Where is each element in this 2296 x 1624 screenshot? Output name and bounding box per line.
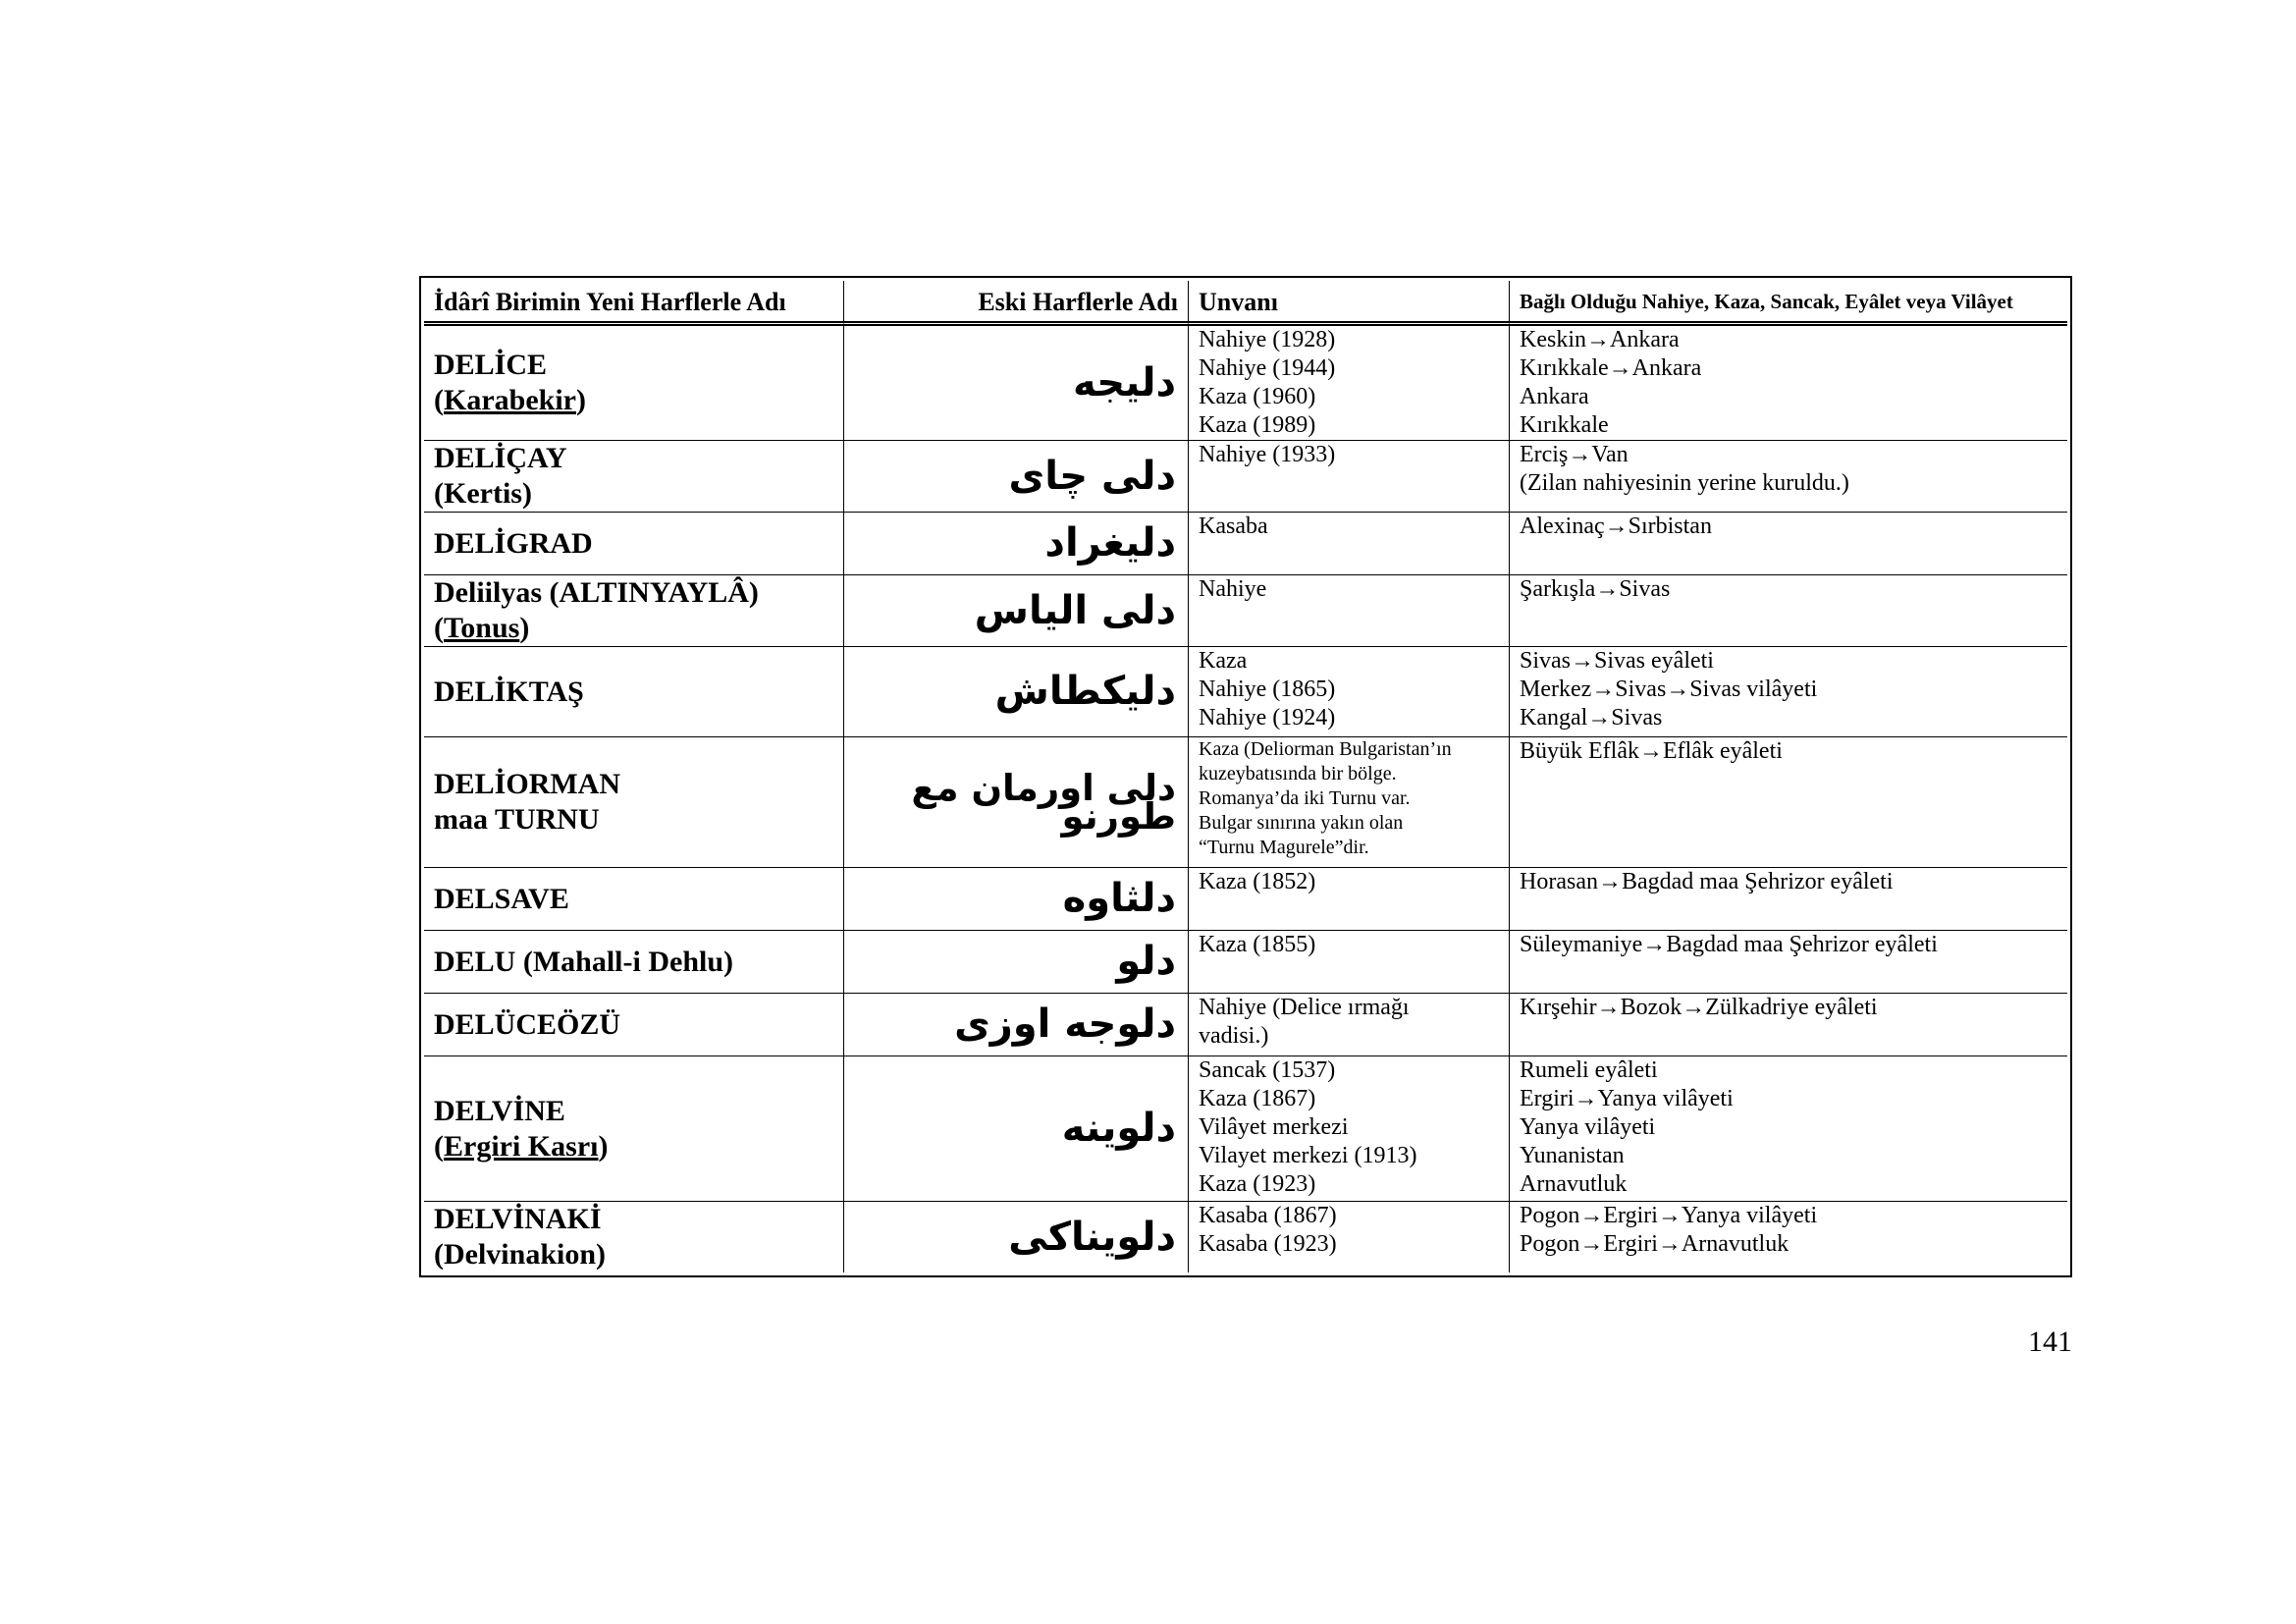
unit-name-cell (424, 737, 844, 868)
table-row (424, 1202, 2067, 1272)
admin-units-table-frame (419, 276, 2072, 1277)
affiliation-cell (1510, 513, 2067, 575)
page-number: 141 (2028, 1326, 2072, 1358)
cell-line: Kırıkkale→Ankara (1520, 355, 1702, 381)
cell-line: vadisi.) (1199, 1023, 1269, 1049)
title-cell (1189, 441, 1510, 513)
old-script-name: دليجه (1073, 359, 1176, 406)
old-script-cell (844, 1202, 1189, 1272)
cell-line: Rumeli eyâleti (1520, 1057, 1658, 1083)
cell-line: Ankara (1520, 384, 1589, 409)
unit-name-cell (424, 931, 844, 994)
old-script-cell (844, 647, 1189, 737)
unit-alt-name: (Karabekir) (434, 384, 586, 416)
cell-line: Kaza (1960) (1199, 384, 1316, 409)
cell-line: Kaza (1852) (1199, 869, 1316, 894)
cell-line: Bulgar sınırına yakın olan (1199, 812, 1404, 834)
table-row (424, 931, 2067, 994)
title-cell (1189, 647, 1510, 737)
cell-line: Kaza (1867) (1199, 1086, 1316, 1111)
cell-line: Şarkışla→Sivas (1520, 576, 1671, 602)
title-cell (1189, 1056, 1510, 1202)
old-script-cell (844, 575, 1189, 647)
unit-name: DELSAVE (434, 882, 569, 915)
unit-name: DELVİNAKİ (434, 1203, 602, 1235)
table-row (424, 868, 2067, 931)
cell-line: Kaza (1989) (1199, 412, 1316, 438)
unit-name-cell (424, 868, 844, 931)
cell-line: Kasaba (1867) (1199, 1203, 1337, 1228)
cell-line: Kaza (1923) (1199, 1171, 1316, 1197)
title-cell (1189, 1202, 1510, 1272)
title-cell (1189, 575, 1510, 647)
cell-line: Kaza (1199, 648, 1248, 674)
cell-line: Sivas→Sivas eyâleti (1520, 648, 1714, 674)
title-cell (1189, 737, 1510, 868)
cell-line: Nahiye (Delice ırmağı (1199, 995, 1410, 1020)
cell-line: Kaza (1855) (1199, 932, 1316, 957)
old-script-cell (844, 441, 1189, 513)
old-script-name: دليغراد (1044, 520, 1176, 566)
unit-name-cell (424, 1202, 844, 1272)
unit-name: DELVİNE (434, 1094, 565, 1127)
cell-line: Kırşehir→Bozok→Zülkadriye eyâleti (1520, 995, 1878, 1020)
unit-alt-name: maa TURNU (434, 803, 600, 836)
cell-line: kuzeybatısında bir bölge. (1199, 763, 1397, 785)
cell-line: Nahiye (1924) (1199, 705, 1336, 731)
cell-line: Nahiye (1928) (1199, 327, 1336, 352)
old-script-name: دلويناكى (1008, 1214, 1176, 1260)
unit-alt-name: (Kertis) (434, 477, 532, 510)
admin-units-table (424, 281, 2067, 1272)
cell-line: Kırıkkale (1520, 412, 1609, 438)
cell-line: Merkez→Sivas→Sivas vilâyeti (1520, 677, 1818, 702)
old-script-cell (844, 931, 1189, 994)
cell-line: Sancak (1537) (1199, 1057, 1336, 1083)
old-script-name: دلى اورمان مع طورنو (911, 767, 1176, 838)
cell-line: (Zilan nahiyesinin yerine kuruldu.) (1520, 470, 1849, 496)
title-cell (1189, 868, 1510, 931)
old-script-name: دلى چاى (1008, 453, 1176, 499)
cell-line: Horasan→Bagdad maa Şehrizor eyâleti (1520, 869, 1894, 894)
affiliation-cell (1510, 994, 2067, 1056)
cell-line: Kaza (Deliorman Bulgaristan’ın (1199, 738, 1452, 760)
table-row (424, 1056, 2067, 1202)
table-row (424, 513, 2067, 575)
unit-name: DELİKTAŞ (434, 675, 584, 708)
cell-line: Vilayet merkezi (1913) (1199, 1143, 1417, 1168)
affiliation-cell (1510, 737, 2067, 868)
old-script-cell (844, 1056, 1189, 1202)
cell-line: Erciş→Van (1520, 442, 1629, 467)
old-script-name: دليكطاش (994, 669, 1176, 714)
cell-line: Nahiye (1865) (1199, 677, 1336, 702)
affiliation-cell (1510, 441, 2067, 513)
old-script-name: دلوجه اوزى (954, 1001, 1176, 1047)
table-row (424, 994, 2067, 1056)
unit-name-cell (424, 575, 844, 647)
cell-line: Büyük Eflâk→Eflâk eyâleti (1520, 738, 1783, 764)
table-header-row (424, 281, 2067, 326)
table-row (424, 647, 2067, 737)
cell-line: Süleymaniye→Bagdad maa Şehrizor eyâleti (1520, 932, 1938, 957)
old-script-cell (844, 737, 1189, 868)
old-script-name: دلوينه (1061, 1106, 1176, 1151)
affiliation-cell (1510, 1202, 2067, 1272)
unit-name: DELU (Mahall-i Dehlu) (434, 945, 734, 978)
cell-line: Yanya vilâyeti (1520, 1114, 1656, 1140)
cell-line: Kasaba (1199, 514, 1268, 539)
title-cell (1189, 513, 1510, 575)
unit-name-cell (424, 513, 844, 575)
old-script-name: دلو (1116, 939, 1176, 984)
title-cell (1189, 326, 1510, 441)
title-cell (1189, 931, 1510, 994)
old-script-name: دلى الياس (974, 587, 1176, 633)
unit-alt-name: (Tonus) (434, 612, 530, 644)
title-cell (1189, 994, 1510, 1056)
cell-line: Nahiye (1933) (1199, 442, 1336, 467)
cell-line: Vilâyet merkezi (1199, 1114, 1349, 1140)
unit-name-cell (424, 1056, 844, 1202)
unit-name: DELİORMAN (434, 768, 621, 800)
header-new-letters: İdârî Birimin Yeni Harflerle Adı (424, 281, 844, 326)
header-title: Unvanı (1189, 281, 1510, 326)
table-row (424, 737, 2067, 868)
cell-line: Alexinaç→Sırbistan (1520, 514, 1712, 539)
table-row (424, 575, 2067, 647)
unit-name-cell (424, 441, 844, 513)
unit-name: DELİGRAD (434, 526, 593, 560)
table-row (424, 326, 2067, 441)
old-script-cell (844, 326, 1189, 441)
unit-name: Deliilyas (ALTINYAYLÂ) (434, 576, 759, 609)
cell-line: Pogon→Ergiri→Yanya vilâyeti (1520, 1203, 1818, 1228)
unit-name: DELİÇAY (434, 442, 567, 474)
cell-line: Nahiye (1199, 576, 1267, 602)
unit-name: DELÜCEÖZÜ (434, 1007, 621, 1041)
old-script-cell (844, 994, 1189, 1056)
unit-alt-name: (Ergiri Kasrı) (434, 1129, 609, 1163)
cell-line: Keskin→Ankara (1520, 327, 1680, 352)
unit-name-cell (424, 326, 844, 441)
old-script-cell (844, 868, 1189, 931)
affiliation-cell (1510, 931, 2067, 994)
table-row (424, 441, 2067, 513)
cell-line: Romanya’da iki Turnu var. (1199, 787, 1411, 809)
affiliation-cell (1510, 647, 2067, 737)
cell-line: “Turnu Magurele”dir. (1199, 837, 1369, 858)
affiliation-cell (1510, 868, 2067, 931)
affiliation-cell (1510, 326, 2067, 441)
unit-name: DELİCE (434, 349, 548, 381)
cell-line: Arnavutluk (1520, 1171, 1628, 1197)
cell-line: Kangal→Sivas (1520, 705, 1663, 731)
old-script-cell (844, 513, 1189, 575)
cell-line: Yunanistan (1520, 1143, 1625, 1168)
cell-line: Kasaba (1923) (1199, 1231, 1337, 1257)
cell-line: Ergiri→Yanya vilâyeti (1520, 1086, 1734, 1111)
unit-name-cell (424, 994, 844, 1056)
cell-line: Pogon→Ergiri→Arnavutluk (1520, 1231, 1789, 1257)
unit-name-cell (424, 647, 844, 737)
unit-alt-name: (Delvinakion) (434, 1238, 607, 1271)
affiliation-cell (1510, 575, 2067, 647)
old-script-name: دلثاوه (1062, 876, 1176, 921)
header-affiliation: Bağlı Olduğu Nahiye, Kaza, Sancak, Eyâlet veya Vilâyet (1510, 281, 2067, 326)
title-note (1199, 737, 1499, 860)
cell-line: Nahiye (1944) (1199, 355, 1336, 381)
header-old-letters: Eski Harflerle Adı (844, 281, 1189, 326)
affiliation-cell (1510, 1056, 2067, 1202)
